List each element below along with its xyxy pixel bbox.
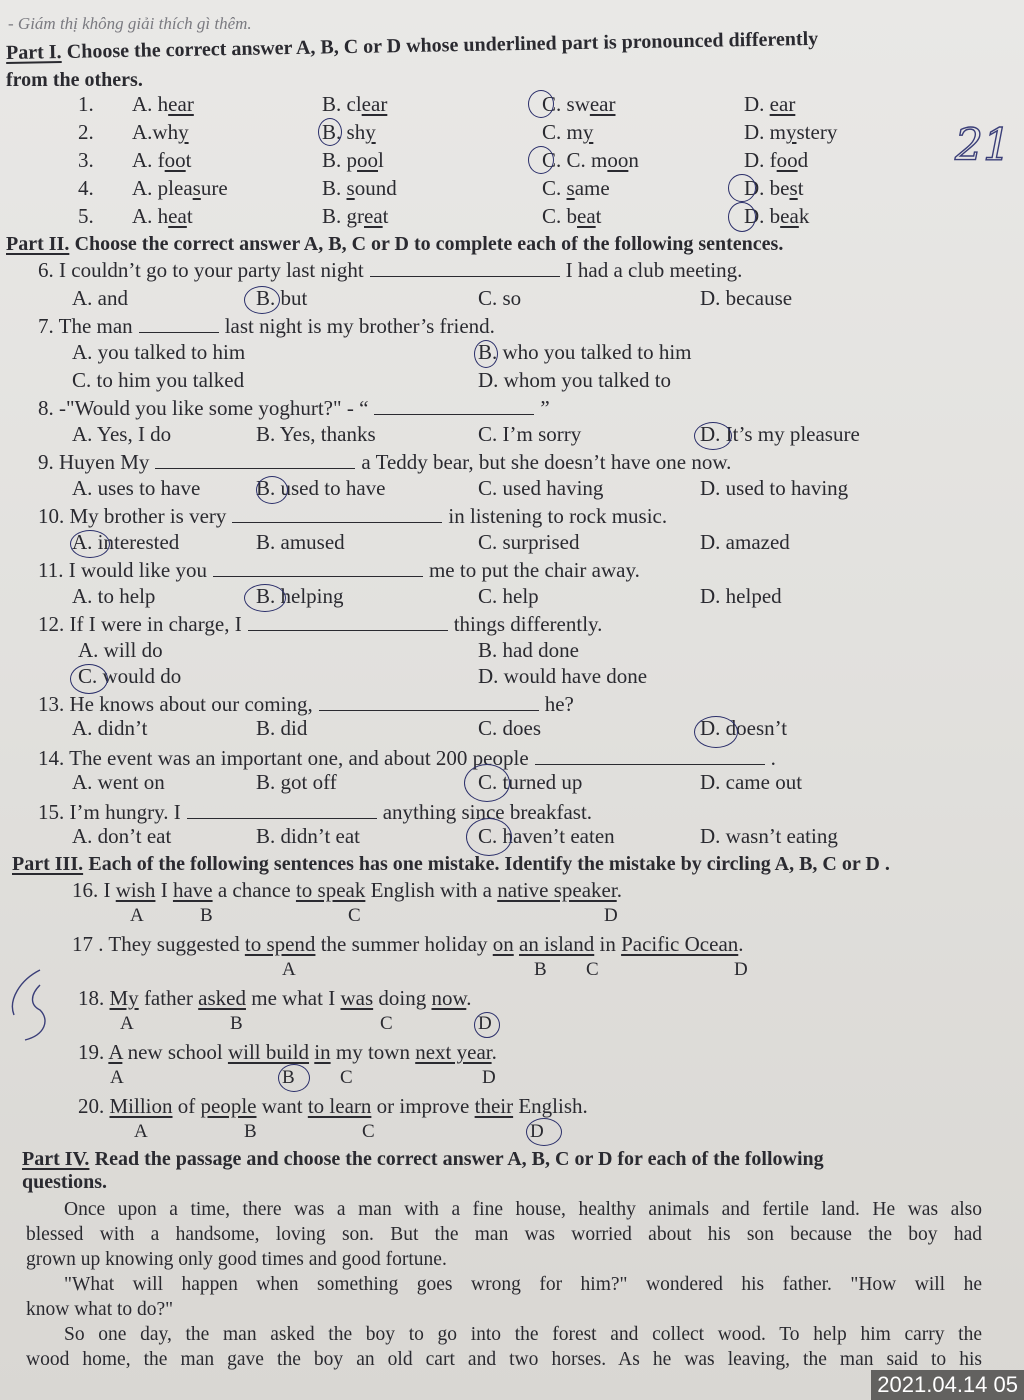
option-b: B. but — [256, 286, 308, 310]
choice-label-a: A — [134, 1121, 148, 1142]
sentence-text: . — [466, 986, 472, 1010]
choice-label-b: B — [534, 959, 547, 980]
option-b: B. who you talked to him — [478, 340, 692, 364]
choice-label-d: D — [734, 959, 748, 980]
option-d: D. whom you talked to — [478, 368, 672, 392]
underlined-part: Pacific Ocean — [621, 932, 739, 956]
question-number: 15. — [38, 800, 65, 824]
sentence-text: me what I — [245, 986, 341, 1010]
sentence-text: father — [138, 986, 199, 1010]
question-text-post: - “ — [346, 396, 369, 420]
word-part: C. b — [542, 204, 578, 228]
word-part: t — [595, 204, 602, 228]
question-number: 12. — [38, 612, 65, 636]
underlined-part: now — [431, 986, 467, 1010]
option-a: A. interested — [72, 530, 180, 554]
question-text-pre: The man — [58, 314, 133, 338]
part1-instruction-cont: from the others. — [6, 69, 143, 91]
question-number: 7. — [38, 314, 54, 338]
sentence-text: want — [256, 1094, 308, 1118]
sentence-text: I — [103, 878, 116, 902]
word-part: B. gr — [322, 204, 364, 228]
question-text-post: anything since breakfast. — [382, 800, 593, 824]
sentence-text: doing — [373, 986, 432, 1010]
word-part: t — [382, 204, 389, 228]
sentence-text: They suggested — [108, 932, 245, 956]
passage-line: know what to do?" — [26, 1299, 174, 1320]
word-part: D. m — [744, 120, 786, 144]
option-c: C. surprised — [478, 530, 580, 554]
part2-instruction: Choose the correct answer A, B, C or D to complete each of the following sentences. — [74, 233, 784, 255]
word-part: l — [378, 148, 384, 172]
word-part: A. h — [132, 204, 169, 228]
choice-label-c: C — [380, 1013, 393, 1034]
word-part: C. — [542, 176, 567, 200]
sentence-text: in — [594, 932, 622, 956]
word-part: D. f — [744, 148, 777, 172]
word-part: ure — [200, 176, 228, 200]
question-text-pre: Huyen My — [59, 450, 150, 474]
question-text-pre: I couldn’t go to your party last night — [59, 258, 364, 282]
option-d: D. doesn’t — [700, 716, 788, 740]
question-number: 18. — [78, 986, 105, 1010]
question-number: 6. — [38, 258, 54, 282]
choice-label-c: C — [340, 1067, 353, 1088]
underlined-part: an island — [519, 932, 595, 956]
choice-label-a: A — [130, 905, 144, 926]
underlined-part: next year — [415, 1040, 492, 1064]
question-number: 20. — [78, 1094, 105, 1118]
sentence-text: or improve — [371, 1094, 475, 1118]
underlined-part: to speak — [295, 878, 366, 902]
option-letter: B. — [322, 120, 347, 144]
underlined-part: oo — [164, 148, 186, 172]
choice-label-b: B — [282, 1067, 295, 1088]
option-b: B. used to have — [256, 476, 386, 500]
sentence-text: . — [738, 932, 744, 956]
passage-line: blessed with a handsome, loving son. But the man was worried about his son because the boy had — [26, 1224, 982, 1245]
option-a: A. you talked to him — [72, 340, 246, 364]
part1-instruction: Choose the correct answer A, B, C or D whose underlined part is pronounced differently — [66, 27, 819, 63]
option-a: A. to help — [72, 584, 156, 608]
underlined-part: Million — [109, 1094, 173, 1118]
underlined-part: wish — [115, 878, 156, 902]
underlined-part: ea — [364, 204, 383, 228]
word-part: A. h — [132, 92, 169, 116]
passage-line: So one day, the man asked the boy to go into the forest and collect wood. To help him carry the — [64, 1324, 982, 1345]
underlined-part: asked — [198, 986, 246, 1010]
underlined-part: in — [314, 1040, 331, 1064]
question-number: 1. — [78, 92, 94, 116]
underlined-part: to spend — [244, 932, 316, 956]
option-letter: C. — [542, 148, 567, 172]
word-part: ound — [354, 176, 397, 200]
passage-line: grown up knowing only good times and good fortune. — [26, 1249, 447, 1270]
word-part: A. f — [132, 148, 165, 172]
question-text-post: things differently. — [453, 612, 603, 636]
option-c: C. to him you talked — [72, 368, 245, 392]
word-part: k — [798, 204, 810, 228]
part1-label: Part I. — [5, 41, 62, 64]
question-text-post: ” — [540, 396, 550, 420]
sentence-text: my town — [330, 1040, 416, 1064]
choice-label-a: A — [120, 1013, 134, 1034]
sentence-text: English. — [513, 1094, 588, 1118]
question-text-post: in listening to rock music. — [448, 504, 668, 528]
sentence-text: a chance — [212, 878, 296, 902]
word-part: sh — [346, 120, 366, 144]
underlined-part: ea — [577, 204, 596, 228]
word-part: t — [797, 176, 804, 200]
word-part: t — [185, 148, 192, 172]
question-text-pre: My brother is very — [69, 504, 227, 528]
option-a: A. and — [72, 286, 128, 310]
question-number: 3. — [78, 148, 94, 172]
question-number: 14. — [38, 746, 65, 770]
word-part: n — [628, 148, 639, 172]
underlined-part: will build — [227, 1040, 310, 1064]
question-number: 10. — [38, 504, 65, 528]
word-part: C. m — [542, 120, 583, 144]
exam-note: - Giám thị không giải thích gì thêm. — [8, 14, 252, 33]
option-b: B. helping — [256, 584, 344, 608]
choice-label-b: B — [200, 905, 213, 926]
part3-instruction: Each of the following sentences has one mistake. Identify the mistake by circling A, B, C or D . — [88, 853, 890, 875]
option-b: B. got off — [256, 770, 337, 794]
word-part: C. m — [566, 148, 608, 172]
word-part: B. cl — [322, 92, 362, 116]
underlined-part: people — [200, 1094, 257, 1118]
choice-label-a: A — [282, 959, 296, 980]
underlined-part: ear — [589, 92, 616, 116]
choice-label-a: A — [110, 1067, 124, 1088]
sentence-text: English with a — [365, 878, 498, 902]
question-number: 17 . — [72, 932, 104, 956]
option-b: B. amused — [256, 530, 345, 554]
question-number: 19. — [78, 1040, 105, 1064]
question-number: 4. — [78, 176, 94, 200]
question-text-pre: If I were in charge, I — [69, 612, 242, 636]
sentence-text: I — [155, 878, 173, 902]
part2-label: Part II. — [6, 233, 70, 255]
question-text-post: . — [770, 746, 776, 770]
question-number: 2. — [78, 120, 94, 144]
question-number: 8. — [38, 396, 54, 420]
question-number: 16. — [72, 878, 99, 902]
passage-line: wood home, the man gave the boy an old cart and two horses. As he was leaving, the man said to his — [26, 1349, 982, 1370]
underlined-part: ear — [168, 92, 194, 116]
option-b: B. did — [256, 716, 308, 740]
choice-label-b: B — [244, 1121, 257, 1142]
choice-label-c: C — [586, 959, 599, 980]
word-part: t — [186, 204, 193, 228]
underlined-part: native speaker — [497, 878, 617, 902]
underlined-part: on — [492, 932, 514, 956]
option-d: D. helped — [700, 584, 782, 608]
choice-label-d: D — [478, 1013, 492, 1034]
underlined-part: y — [582, 120, 594, 144]
part4-label: Part IV. — [22, 1148, 90, 1170]
choice-label-d: D — [530, 1121, 544, 1142]
option-c: C. I’m sorry — [478, 422, 582, 446]
option-c: C. haven’t eaten — [478, 824, 615, 848]
word-part: B. p — [322, 148, 358, 172]
underlined-part: My — [109, 986, 139, 1010]
sentence-text: . — [491, 1040, 497, 1064]
handwritten-five — [12, 970, 45, 1040]
word-part: B. — [322, 176, 347, 200]
sentence-text: new school — [122, 1040, 228, 1064]
underlined-part: was — [340, 986, 374, 1010]
question-text-post: he? — [544, 692, 574, 716]
choice-label-d: D — [482, 1067, 496, 1088]
underlined-part: A — [108, 1040, 123, 1064]
underlined-part: s — [346, 176, 355, 200]
underlined-part: s — [566, 176, 575, 200]
option-c: C. used having — [478, 476, 604, 500]
passage-line: "What will happen when something goes wrong for him?" wondered his father. "How will he — [64, 1274, 982, 1295]
word-part: stery — [796, 120, 838, 144]
question-number: 11. — [38, 558, 64, 582]
word-part: A. plea — [132, 176, 193, 200]
question-text-post: me to put the chair away. — [428, 558, 640, 582]
sentence-text: of — [172, 1094, 201, 1118]
option-c: C. turned up — [478, 770, 583, 794]
option-a: A. went on — [72, 770, 165, 794]
option-c: C. does — [478, 716, 541, 740]
sentence-text: the summer holiday — [315, 932, 493, 956]
underlined-part: y — [178, 120, 189, 144]
underlined-part: y — [786, 120, 797, 144]
question-text-pre: -"Would you like some yoghurt?" — [59, 396, 342, 420]
underlined-part: s — [789, 176, 798, 200]
choice-label-b: B — [230, 1013, 243, 1034]
part3-label: Part III. — [12, 853, 84, 875]
underlined-part: to learn — [307, 1094, 372, 1118]
option-d: D. because — [700, 286, 793, 310]
underlined-part: y — [365, 120, 376, 144]
choice-label-d: D — [604, 905, 618, 926]
option-b: B. Yes, thanks — [256, 422, 376, 446]
word-part: A.wh — [132, 120, 179, 144]
photo-timestamp: 2021.04.14 05 — [871, 1370, 1024, 1400]
question-number: 9. — [38, 450, 54, 474]
underlined-part: oo — [357, 148, 379, 172]
option-d: D. used to having — [700, 476, 849, 500]
option-c: C. help — [478, 584, 539, 608]
option-a: A. didn’t — [72, 716, 148, 740]
option-a: A. will do — [78, 638, 163, 662]
option-b: B. didn’t eat — [256, 824, 361, 848]
option-letter: D. — [744, 176, 770, 200]
underlined-part: s — [192, 176, 201, 200]
question-text-post: a Teddy bear, but she doesn’t have one now. — [361, 450, 732, 474]
underlined-part: their — [474, 1094, 514, 1118]
sentence-text: . — [616, 878, 622, 902]
question-number: 13. — [38, 692, 65, 716]
option-b: B. had done — [478, 638, 579, 662]
underlined-part: ea — [780, 204, 799, 228]
option-d: D. wasn’t eating — [700, 824, 838, 848]
option-a: A. don’t eat — [72, 824, 172, 848]
option-d: D. came out — [700, 770, 803, 794]
word-part: D. b — [744, 204, 781, 228]
part4-instruction-cont: questions. — [22, 1171, 108, 1193]
option-d: D. It’s my pleasure — [700, 422, 860, 446]
underlined-part: ea — [168, 204, 187, 228]
word-part: sw — [566, 92, 590, 116]
option-a: A. Yes, I do — [72, 422, 172, 446]
option-c: C. would do — [78, 664, 182, 688]
option-letter: C. — [542, 92, 567, 116]
option-a: A. uses to have — [72, 476, 201, 500]
option-c: C. so — [478, 286, 522, 310]
option-d: D. would have done — [478, 664, 648, 688]
word-part: ame — [574, 176, 610, 200]
passage-line: Once upon a time, there was a man with a fine house, healthy animals and fertile land. He was also — [64, 1199, 982, 1220]
choice-label-c: C — [348, 905, 361, 926]
question-text-pre: The event was an important one, and about 200 people — [69, 746, 529, 770]
underlined-part: oo — [776, 148, 798, 172]
underlined-part: oo — [607, 148, 629, 172]
word-part: D. — [744, 92, 770, 116]
part4-instruction: Read the passage and choose the correct answer A, B, C or D for each of the following — [94, 1148, 824, 1170]
word-part: be — [769, 176, 790, 200]
underlined-part: ear — [361, 92, 388, 116]
question-text-pre: I’m hungry. I — [69, 800, 181, 824]
word-part: d — [797, 148, 809, 172]
question-text-pre: I would like you — [68, 558, 207, 582]
question-text-post: I had a club meeting. — [565, 258, 743, 282]
question-text-post: last night is my brother’s friend. — [224, 314, 495, 338]
option-d: D. amazed — [700, 530, 790, 554]
question-number: 5. — [78, 204, 94, 228]
handwritten-score: 21 — [955, 120, 1011, 171]
underlined-part: ear — [769, 92, 796, 116]
question-text-pre: He knows about our coming, — [69, 692, 313, 716]
underlined-part: have — [172, 878, 213, 902]
choice-label-c: C — [362, 1121, 375, 1142]
